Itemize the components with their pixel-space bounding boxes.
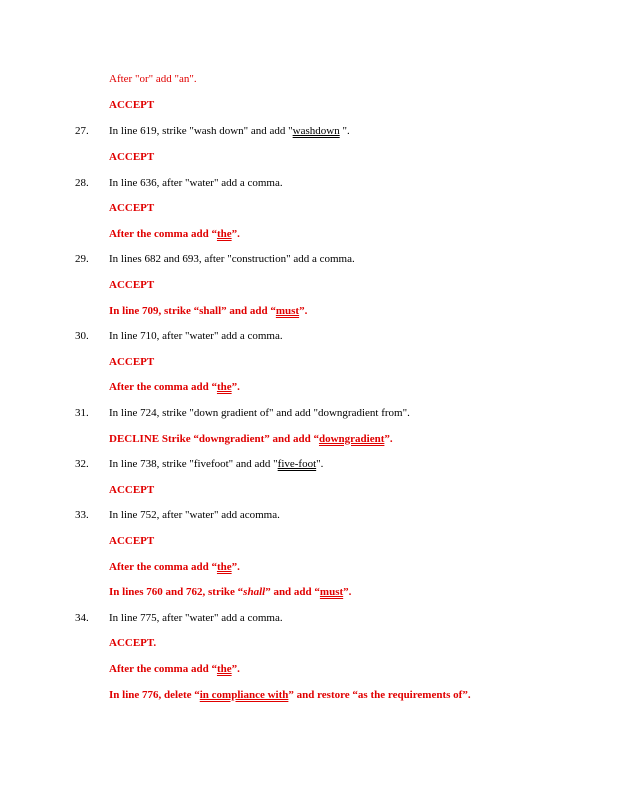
text-segment: ” and restore “as the requirements of”. — [288, 689, 471, 701]
item-number — [75, 176, 103, 190]
text-segment: 31. — [75, 407, 89, 419]
item-number — [75, 329, 103, 343]
text-segment: In line 636, after "water" add a comma. — [109, 177, 283, 189]
text-segment: After the comma add “ — [109, 228, 217, 240]
amendment-line — [109, 611, 283, 625]
text-segment: ” and add “ — [265, 586, 320, 598]
text-segment: ". — [316, 458, 324, 470]
inserted-text: in compliance with — [199, 689, 289, 701]
text-segment: ”. — [384, 433, 393, 445]
text-segment: 34. — [75, 612, 89, 624]
amendment-line — [109, 457, 323, 471]
text-segment: 29. — [75, 253, 89, 265]
text-segment: In line 724, strike "down gradient of" and add "downgradient from". — [109, 407, 410, 419]
text-segment: In line 752, after "water" add acomma. — [109, 509, 280, 521]
text-segment: After the comma add “ — [109, 381, 217, 393]
text-segment: ”. — [299, 305, 308, 317]
inserted-text: the — [216, 381, 232, 393]
inserted-text: washdown — [292, 125, 340, 137]
text-segment: ”. — [231, 381, 240, 393]
inserted-text: five-foot — [277, 458, 317, 470]
decision-line — [109, 278, 154, 292]
text-segment: ”. — [231, 663, 240, 675]
decision-line — [109, 150, 154, 164]
text-segment: 30. — [75, 330, 89, 342]
item-number — [75, 406, 103, 420]
text-segment: 27. — [75, 125, 89, 137]
committee-amendment — [109, 585, 351, 599]
decision-line — [109, 483, 154, 497]
committee-amendment — [109, 688, 471, 702]
text-segment: ACCEPT — [109, 279, 155, 291]
committee-amendment — [109, 227, 240, 241]
item-number — [75, 457, 103, 471]
text-segment: In lines 682 and 693, after "construction" add a comma. — [109, 253, 355, 265]
item-number — [75, 252, 103, 266]
text-segment: ”. — [343, 586, 352, 598]
decision-line — [109, 355, 154, 369]
text-segment: In line 710, after "water" add a comma. — [109, 330, 283, 342]
inserted-text: must — [275, 305, 300, 317]
amendment-line — [109, 176, 283, 190]
text-segment: ACCEPT — [109, 151, 155, 163]
text-segment: 32. — [75, 458, 89, 470]
text-segment: In line 775, after "water" add a comma. — [109, 612, 283, 624]
inserted-text: must — [319, 586, 344, 598]
committee-amendment — [109, 380, 240, 394]
text-segment: ACCEPT — [109, 202, 155, 214]
amendment-line — [109, 406, 410, 420]
text-segment: 33. — [75, 509, 89, 521]
inserted-text: the — [216, 663, 232, 675]
text-segment: After "or" add "an". — [109, 73, 197, 85]
text-segment: ". — [339, 125, 350, 137]
item-number — [75, 508, 103, 522]
text-segment: ”. — [231, 561, 240, 573]
amendment-line — [109, 124, 350, 138]
decision-line — [109, 636, 156, 650]
struck-text: shall — [243, 586, 266, 598]
text-segment: 28. — [75, 177, 89, 189]
text-segment: ACCEPT — [109, 99, 155, 111]
decision-line — [109, 98, 154, 112]
amendment-line — [109, 252, 355, 266]
text-segment: ”. — [231, 228, 240, 240]
committee-amendment — [109, 432, 393, 446]
text-segment: DECLINE Strike “downgradient” and add “ — [109, 433, 319, 445]
committee-amendment — [109, 662, 240, 676]
text-segment: ACCEPT. — [109, 637, 157, 649]
inserted-text: downgradient — [318, 433, 385, 445]
committee-amendment — [109, 560, 240, 574]
text-segment: ACCEPT — [109, 484, 155, 496]
decision-line — [109, 534, 154, 548]
text-segment: In lines 760 and 762, strike “ — [109, 586, 244, 598]
item-number — [75, 124, 103, 138]
item-number — [75, 611, 103, 625]
text-segment: In line 776, delete “ — [109, 689, 200, 701]
text-segment: In line 738, strike "fivefoot" and add " — [109, 458, 278, 470]
text-segment: After the comma add “ — [109, 561, 217, 573]
text-segment: In line 709, strike “shall” and add “ — [109, 305, 276, 317]
decision-line — [109, 201, 154, 215]
amendment-line — [109, 508, 280, 522]
text-segment: ACCEPT — [109, 535, 155, 547]
amendment-line — [109, 329, 283, 343]
text-segment: After the comma add “ — [109, 663, 217, 675]
text-segment: ACCEPT — [109, 356, 155, 368]
committee-amendment — [109, 304, 307, 318]
amendment-line — [109, 72, 197, 86]
inserted-text: the — [216, 228, 232, 240]
text-segment: In line 619, strike "wash down" and add " — [109, 125, 293, 137]
inserted-text: the — [216, 561, 232, 573]
